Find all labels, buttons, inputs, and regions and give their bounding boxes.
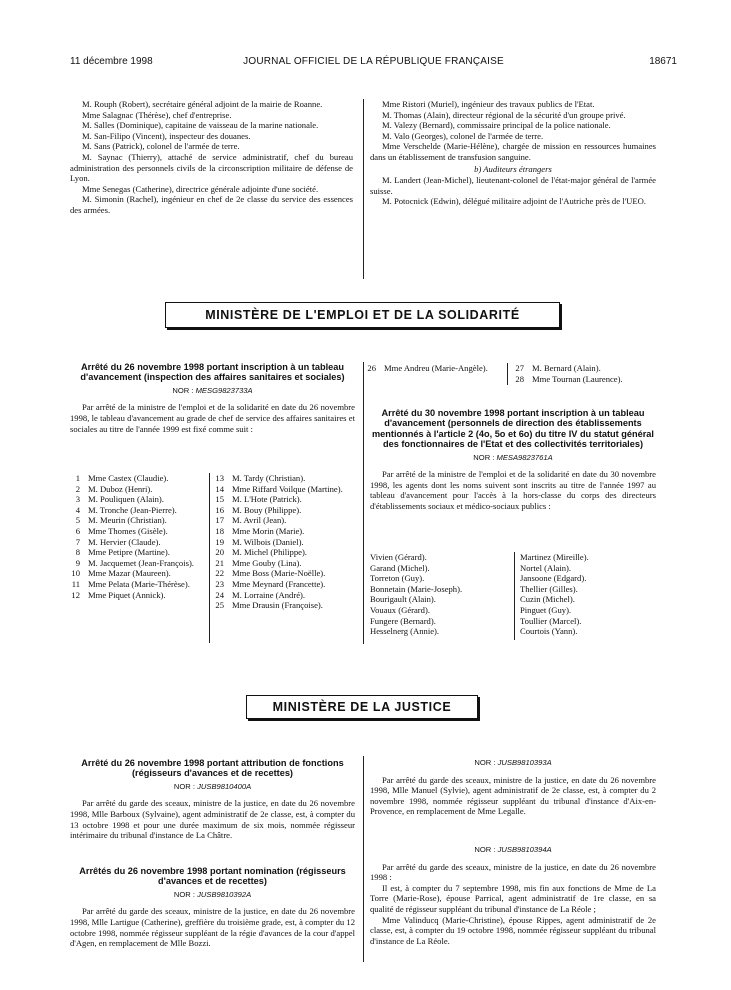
paragraph: M. Salles (Dominique), capitaine de vaisseau de la marine nationale.: [82, 120, 319, 131]
nor-reference: [70, 782, 355, 793]
arrete-1: [70, 362, 355, 434]
nor-label: NOR :: [173, 889, 195, 899]
arrete-6: [370, 842, 656, 946]
list-item: 8 Mme Petipre (Martine).: [75, 547, 170, 558]
paragraph: Mme Ristori (Muriel), ingénieur des travaux publics de l'Etat.: [382, 99, 595, 109]
list-item: 11 Mme Pelata (Marie-Thérèse).: [71, 578, 190, 589]
nor-code: MESA9823761A: [496, 452, 553, 462]
list-item: 10 Mme Mazar (Maureen).: [71, 568, 171, 579]
arrete-3: [70, 758, 355, 841]
list-item: 2 M. Duboz (Henri).: [75, 483, 153, 494]
nor-code: MESG9823733A: [195, 385, 253, 395]
ministry-banner-emploi: MINISTÈRE DE L'EMPLOI ET DE LA SOLIDARITÉ: [165, 302, 560, 328]
list-item: 19 M. Wilbois (Daniel).: [215, 536, 304, 547]
top-left-column: [70, 99, 353, 216]
list-item: 13 M. Tardy (Christian).: [215, 473, 306, 483]
paragraph: Mme Senegas (Catherine), directrice générale adjointe d'une société.: [82, 183, 319, 194]
paragraph: M. Simonin (Rachel), ingénieur en chef de 2e classe du service des essences des armées.: [70, 194, 353, 215]
list-item: Fungere (Bernard).: [370, 615, 436, 626]
list-item: Cuzin (Michel).: [520, 594, 575, 605]
arrete-title: Arrêtés du 26 novembre 1998 portant nomination (régisseurs d'avances et de recettes): [79, 866, 346, 887]
list-item: 9 M. Jacquemet (Jean-François).: [75, 557, 194, 568]
hors-classe-list-a: [370, 552, 510, 637]
paragraph: M. Valo (Georges), colonel de l'armée de terre.: [382, 130, 544, 141]
list-separator: [514, 552, 515, 640]
list-item: 23 Mme Meynard (Francette).: [215, 578, 326, 589]
page-number: 18671: [649, 56, 677, 67]
list-item: 4 M. Tronche (Jean-Pierre).: [75, 504, 177, 515]
column-divider: [363, 756, 364, 962]
list-item: 5 M. Meurin (Christian).: [75, 515, 167, 526]
list-item: Nortel (Alain).: [520, 562, 572, 573]
subsection-heading: b) Auditeurs étrangers: [474, 163, 552, 174]
paragraph: Par arrêté du garde des sceaux, ministre de la justice, en date du 26 novembre 1998, Mlle Barboux (Sylvaine), agent administratif de 2e classe, est, à compter du 13 octobre 1998 et pour une durée maximum de six mois, nommée régisseur intérimaire du tribunal d'instance de La Châtre.: [70, 798, 355, 841]
nor-reference: [370, 758, 656, 769]
journal-title: JOURNAL OFFICIEL DE LA RÉPUBLIQUE FRANÇAISE: [243, 56, 504, 67]
list-item: 27 M. Bernard (Alain).: [515, 363, 601, 373]
nor-label: NOR :: [172, 385, 194, 395]
arrete-title: Arrêté du 26 novembre 1998 portant inscription à un tableau d'avancement (inspection des affaires sanitaires et sociales): [80, 362, 345, 383]
list-item: 24 M. Lorraine (André).: [215, 589, 306, 600]
list-item: Jansoone (Edgard).: [520, 573, 587, 584]
nor-label: NOR :: [474, 758, 496, 767]
ministry-banner-justice: MINISTÈRE DE LA JUSTICE: [246, 695, 478, 719]
column-divider: [363, 99, 364, 279]
list-item: 22 Mme Boss (Marie-Noëlle).: [215, 568, 326, 579]
promotion-list-d: [510, 363, 660, 384]
paragraph: M. San-Filipo (Vincent), inspecteur des douanes.: [82, 130, 251, 141]
nor-reference: [370, 845, 656, 856]
list-item: 28 Mme Tournan (Laurence).: [515, 373, 623, 384]
list-item: Pinguet (Guy).: [520, 604, 572, 615]
list-item: 20 M. Michel (Philippe).: [215, 547, 307, 558]
nor-code: JUSB9810394A: [497, 845, 552, 854]
list-item: Bourigault (Alain).: [370, 594, 436, 605]
paragraph: Mme Verschelde (Marie-Hélène), chargée de mission en ressources humaines dans un établissement de transfusion sanguine.: [370, 141, 656, 162]
list-item: Garand (Michel).: [370, 562, 430, 573]
list-item: 14 Mme Riffard Voilque (Martine).: [215, 483, 343, 494]
list-item: 7 M. Hervier (Claude).: [75, 536, 161, 547]
paragraph: Mme Salagnac (Thérèse), chef d'entreprise.: [82, 109, 232, 120]
list-item: 6 Mme Thomes (Gisèle).: [75, 525, 168, 536]
nor-code: JUSB9810393A: [497, 758, 552, 767]
paragraph: Par arrêté du garde des sceaux, ministre de la justice, en date du 26 novembre 1998, Mlle Lartigue (Catherine), greffière du troisième grade, est, à compter du 12 octobre 1998, nommée régisseur suppléant de la régie d'avances de la cour d'appel d'Agen, en remplacement de Mlle Bozzi.: [70, 906, 355, 949]
paragraph: Par arrêté du garde des sceaux, ministre de la justice, en date du 26 novembre 1998 :: [370, 861, 656, 883]
list-item: Bonnetain (Marie-Joseph).: [370, 583, 463, 594]
list-item: 12 Mme Piquet (Annick).: [71, 589, 166, 600]
nor-reference: [70, 890, 355, 901]
list-separator: [507, 363, 508, 385]
paragraph: Il est, à compter du 7 septembre 1998, mis fin aux fonctions de Mme de La Torre (Marie-Rose), épouse Parrical, agent administratif de 1re classe, en sa qualité de régisseur suppléant du tribunal d'instance de La Réole ;: [370, 882, 656, 914]
paragraph: Par arrêté de la ministre de l'emploi et de la solidarité en date du 26 novembre 1998, le tableau d'avancement au grade de chef de service des affaires sanitaires et sociales au titre de l'année 1999 est fixé comme suit :: [70, 402, 355, 434]
paragraph: M. Potocnick (Edwin), délégué militaire adjoint de l'Autriche près de l'UEO.: [382, 196, 646, 207]
paragraph: M. Thomas (Alain), directeur régional de la sécurité d'un groupe privé.: [382, 109, 626, 120]
top-right-column: [370, 99, 656, 207]
list-item: Courtois (Yann).: [520, 626, 578, 637]
paragraph: Par arrêté de la ministre de l'emploi et de la solidarité en date du 30 novembre 1998, les agents dont les noms suivent sont inscrits au titre de l'année 1997 au tableau d'avancement pour l'accès à la hors-classe du corps des directeurs d'établissements sociaux et médico-sociaux publics :: [370, 469, 656, 511]
issue-date: 11 décembre 1998: [70, 56, 153, 67]
list-item: 1 Mme Castex (Claudie).: [75, 473, 169, 483]
promotion-list-a: [66, 473, 206, 600]
list-item: Hesselnerg (Annie).: [370, 626, 440, 637]
promotion-list-b: [210, 473, 355, 611]
nor-label: NOR :: [474, 845, 496, 854]
list-item: 3 M. Pouliquen (Alain).: [75, 494, 164, 505]
arrete-5: [370, 755, 656, 817]
paragraph: M. Valezy (Bernard), commissaire principal de la police nationale.: [382, 120, 611, 131]
paragraph: M. Rouph (Robert), secrétaire général adjoint de la mairie de Roanne.: [82, 99, 323, 109]
list-item: 21 Mme Gouby (Lina).: [215, 557, 302, 568]
arrete-4: [70, 866, 355, 949]
list-item: Martinez (Mireille).: [520, 552, 589, 562]
arrete-2: [370, 408, 656, 512]
nor-code: JUSB9810400A: [197, 781, 252, 791]
paragraph: M. Landert (Jean-Michel), lieutenant-colonel de l'état-major général de l'armée suisse.: [370, 175, 656, 196]
list-item: 17 M. Avril (Jean).: [215, 515, 287, 526]
column-divider: [363, 362, 364, 644]
paragraph: Par arrêté du garde des sceaux, ministre de la justice, en date du 26 novembre 1998, Mlle Manuel (Sylvie), agent administratif de 2e classe, est, à compter du 2 novembre 1998, nommée régisseur suppléant du tribunal d'instance d'Aix-en-Provence, en remplacement de Mme Legalle.: [370, 774, 656, 817]
list-item: Vouaux (Gérard).: [370, 604, 430, 615]
paragraph: M. Saynac (Thierry), attaché de service administratif, chef du bureau administration des personnels civils de la circonscription militaire de défense de Lyon.: [70, 151, 353, 184]
list-item: 16 M. Bouy (Philippe).: [215, 504, 302, 515]
list-item: 26 Mme Andreu (Marie-Angèle).: [367, 363, 488, 373]
nor-label: NOR :: [473, 452, 495, 462]
list-item: Toullier (Marcel).: [520, 615, 582, 626]
nor-reference: [370, 453, 656, 464]
nor-label: NOR :: [173, 781, 195, 791]
paragraph: Mme Valinducq (Marie-Christine), épouse Rippes, agent administratif de 2e classe, est, à compter du 19 octobre 1998, nommée régisseur suppléant du tribunal d'instance de La Réole.: [370, 914, 656, 946]
page-header: [70, 56, 677, 70]
list-item: 18 Mme Morin (Marie).: [215, 525, 305, 536]
nor-reference: [70, 386, 355, 397]
promotion-list-c: [362, 363, 502, 374]
list-item: Torreton (Guy).: [370, 573, 425, 584]
nor-code: JUSB9810392A: [197, 889, 252, 899]
list-item: 25 Mme Drausin (Françoise).: [215, 600, 323, 611]
list-item: 15 M. L'Hote (Patrick).: [215, 494, 302, 505]
arrete-title: Arrêté du 26 novembre 1998 portant attribution de fonctions (régisseurs d'avances et de recettes): [81, 758, 344, 779]
list-item: Vivien (Gérard).: [370, 552, 427, 562]
arrete-title: Arrêté du 30 novembre 1998 portant inscription à un tableau d'avancement (personnels de direction des établissements mentionnés à l'article 2 (4o, 5o et 6o) du titre IV du statut général des fonctionnaires de l'Etat et des collectivités territoriales): [372, 408, 654, 450]
list-item: Thellier (Gilles).: [520, 583, 578, 594]
hors-classe-list-b: [520, 552, 660, 637]
paragraph: M. Sans (Patrick), colonel de l'armée de terre.: [82, 141, 240, 152]
